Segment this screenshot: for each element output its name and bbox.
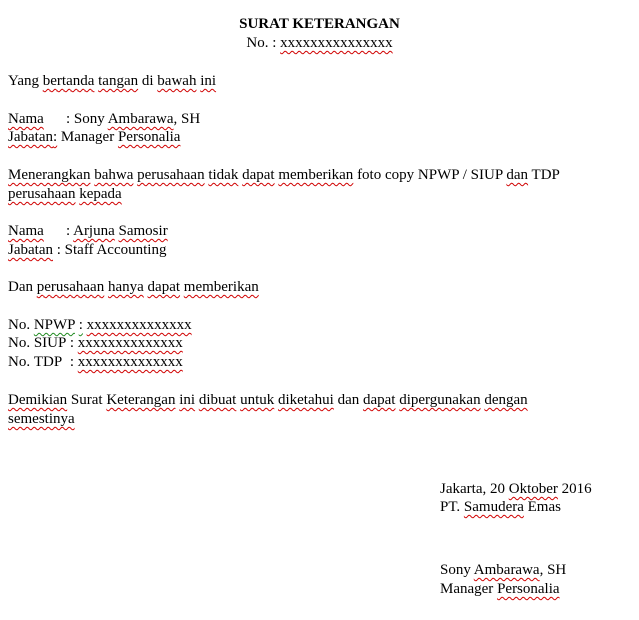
statement-word: dapat	[242, 167, 275, 183]
document-row-siup	[8, 334, 183, 353]
signer-position-word: Personalia	[117, 129, 181, 145]
statement-word: Menerangkan	[8, 167, 91, 183]
letter-number-label: No. :	[246, 35, 277, 51]
document-prefix: No.	[8, 317, 31, 333]
recipient-last-name: Samosir	[118, 223, 168, 239]
recipient-position-separator: :	[56, 242, 61, 258]
closing-line-1	[8, 391, 528, 410]
intro-word: Yang	[8, 73, 39, 89]
recipient-position-label: Jabatan	[8, 242, 53, 258]
letter-title-text: SURAT KETERANGAN	[239, 16, 400, 32]
statement-word: perusahaan	[8, 186, 76, 202]
statement-word: memberikan	[278, 167, 354, 183]
provision-word: perusahaan	[36, 279, 105, 295]
signature-name-suffix: , SH	[539, 562, 567, 578]
statement-line-2	[8, 185, 122, 204]
closing-word: dipergunakan	[399, 392, 481, 408]
document-value: xxxxxxxxxxxxxx	[77, 354, 183, 370]
signer-position-word: Manager	[60, 129, 115, 145]
document-prefix: No.	[8, 335, 31, 351]
signer-position-row	[8, 128, 180, 147]
closing-word: dan	[337, 392, 360, 408]
statement-word: dan	[506, 167, 529, 183]
statement-word: foto	[357, 167, 382, 183]
document-label: TDP	[33, 354, 63, 370]
intro-word: ini	[200, 73, 217, 89]
letter-number	[0, 34, 639, 53]
document-label: NPWP	[33, 317, 75, 333]
signer-position-separator: :	[52, 129, 58, 145]
recipient-name-label: Nama	[8, 223, 44, 239]
signature-position	[440, 580, 560, 599]
signer-name-separator: :	[66, 111, 71, 127]
signature-company-prefix: PT.	[440, 499, 461, 515]
document-label: SIUP	[33, 335, 67, 351]
statement-word: tidak	[208, 167, 239, 183]
recipient-first-name: Arjuna	[73, 223, 115, 239]
signer-name-row	[8, 110, 200, 129]
provision-word: dapat	[147, 279, 181, 295]
letter-title	[0, 15, 639, 34]
signature-company-word: Emas	[527, 499, 561, 515]
document-value: xxxxxxxxxxxxxx	[77, 335, 183, 351]
closing-word: dengan	[484, 392, 528, 408]
closing-word: Demikian	[8, 392, 68, 408]
signer-last-name: Ambarawa	[107, 111, 174, 127]
closing-line-2	[8, 410, 75, 429]
document-separator: :	[69, 354, 75, 370]
signature-date	[440, 480, 592, 499]
statement-line-1	[8, 166, 560, 185]
recipient-position-row	[8, 241, 166, 260]
intro-line	[8, 72, 216, 91]
signer-first-name: Sony	[73, 111, 105, 127]
signature-position-word: Personalia	[497, 581, 560, 597]
closing-word: diketahui	[277, 392, 334, 408]
signer-position-label: Jabatan	[8, 129, 53, 145]
statement-word: bahwa	[94, 167, 134, 183]
closing-word: Surat	[70, 392, 103, 408]
letter-number-value: xxxxxxxxxxxxxxx	[280, 35, 393, 51]
recipient-name-separator: :	[66, 223, 71, 239]
intro-word: tangan	[98, 73, 139, 89]
document-prefix: No.	[8, 354, 31, 370]
provision-word: hanya	[107, 279, 144, 295]
intro-word: bertanda	[42, 73, 95, 89]
recipient-position-value: Staff Accounting	[64, 242, 167, 258]
statement-word: kepada	[79, 186, 122, 202]
signer-name-suffix: , SH	[173, 111, 201, 127]
statement-word: TDP	[531, 167, 560, 183]
document-value: xxxxxxxxxxxxxx	[86, 317, 192, 333]
statement-word: perusahaan	[137, 167, 205, 183]
signature-first-name: Sony	[440, 562, 471, 578]
closing-word: ini	[179, 392, 196, 408]
signer-name-label: Nama	[8, 111, 44, 127]
provision-word: Dan	[8, 279, 33, 295]
provision-word: memberikan	[183, 279, 259, 295]
signature-name	[440, 561, 566, 580]
document-row-tdp	[8, 353, 183, 372]
closing-word: dibuat	[198, 392, 237, 408]
signature-company-word: Samudera	[463, 499, 524, 515]
closing-word: untuk	[240, 392, 275, 408]
document-row-npwp	[8, 316, 192, 335]
provision-line	[8, 278, 259, 297]
signature-last-name: Ambarawa	[473, 562, 540, 578]
closing-word: Keterangan	[106, 392, 176, 408]
signature-company	[440, 498, 561, 517]
closing-word: dapat	[362, 392, 396, 408]
statement-word: copy NPWP / SIUP	[384, 167, 503, 183]
signature-month: Oktober	[508, 481, 558, 497]
intro-word: bawah	[157, 73, 197, 89]
signature-city-day: Jakarta, 20	[440, 481, 505, 497]
document-separator: :	[69, 335, 75, 351]
signature-position-word: Manager	[440, 581, 494, 597]
document-separator: :	[78, 317, 83, 333]
signature-year: 2016	[561, 481, 592, 497]
closing-word: semestinya	[8, 411, 75, 427]
recipient-name-row	[8, 222, 168, 241]
intro-word: di	[141, 73, 154, 89]
